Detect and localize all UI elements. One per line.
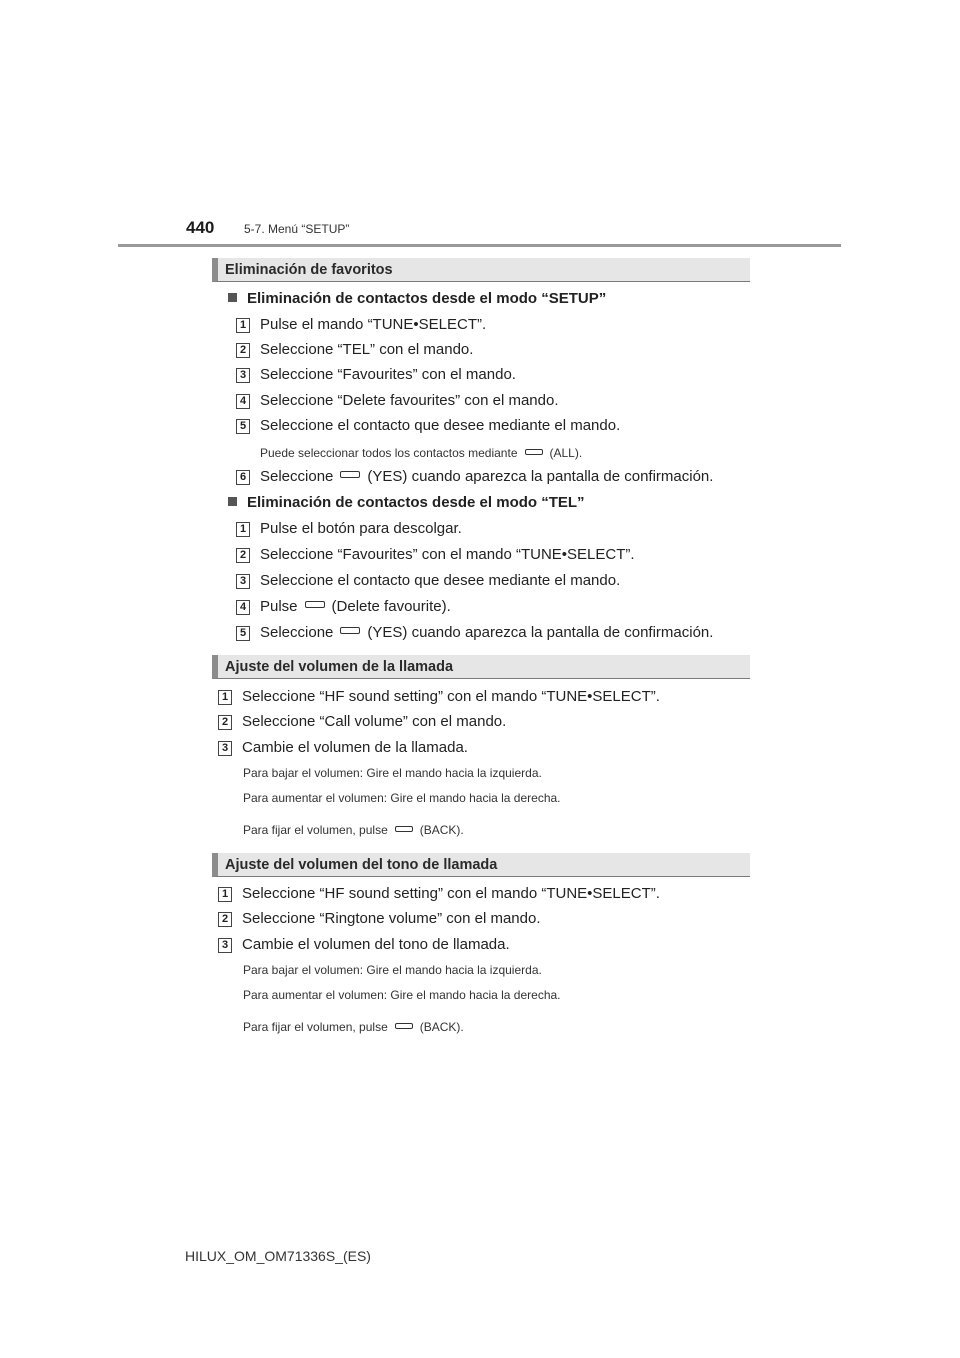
note-fix-volume bbox=[243, 1020, 464, 1034]
header-divider bbox=[118, 244, 841, 247]
step-text: Seleccione “Delete favourites” con el mando. bbox=[260, 392, 559, 409]
step-number: 4 bbox=[236, 600, 250, 615]
step-number: 1 bbox=[218, 887, 232, 902]
step-text-pre: Seleccione bbox=[260, 624, 334, 641]
document-code: HILUX_OM_OM71336S_(ES) bbox=[185, 1248, 371, 1264]
chapter-title: 5-7. Menú “SETUP” bbox=[244, 222, 350, 236]
step-number: 1 bbox=[218, 690, 232, 705]
step-number: 3 bbox=[236, 574, 250, 589]
section-header-ringtone-volume bbox=[212, 853, 750, 877]
step-number: 2 bbox=[218, 715, 232, 730]
step-text: Seleccione “Call volume” con el mando. bbox=[242, 713, 507, 730]
step-text-post: (YES) cuando aparezca la pantalla de confirmación. bbox=[367, 468, 714, 485]
softkey-button-icon bbox=[340, 627, 360, 634]
step-number: 2 bbox=[218, 912, 232, 927]
subheading-text: Eliminación de contactos desde el modo “SETUP” bbox=[247, 290, 607, 307]
step-text: Seleccione “TEL” con el mando. bbox=[260, 341, 474, 358]
section-title: Ajuste del volumen de la llamada bbox=[225, 659, 454, 675]
note-text: (ALL). bbox=[549, 446, 583, 460]
note-text: Para fijar el volumen, pulse bbox=[243, 1020, 388, 1034]
step-text bbox=[260, 624, 713, 641]
note-text: (BACK). bbox=[419, 823, 464, 837]
note-text: Para fijar el volumen, pulse bbox=[243, 823, 388, 837]
section-header-call-volume bbox=[212, 655, 750, 679]
note-text: Puede seleccionar todos los contactos mediante bbox=[260, 446, 518, 460]
square-bullet-icon bbox=[228, 497, 237, 506]
step-text: Seleccione “HF sound setting” con el mando “TUNE•SELECT”. bbox=[242, 885, 660, 902]
softkey-button-icon bbox=[525, 449, 543, 455]
softkey-button-icon bbox=[305, 601, 325, 608]
step-text: Seleccione “Favourites” con el mando “TUNE•SELECT”. bbox=[260, 546, 635, 563]
softkey-button-icon bbox=[340, 471, 360, 478]
section-title: Eliminación de favoritos bbox=[225, 262, 393, 278]
step-text: Cambie el volumen del tono de llamada. bbox=[242, 936, 510, 953]
page-number: 440 bbox=[186, 218, 215, 237]
step-number: 4 bbox=[236, 394, 250, 409]
step-number: 5 bbox=[236, 626, 250, 641]
note-text: (BACK). bbox=[419, 1020, 464, 1034]
softkey-button-icon bbox=[395, 826, 413, 832]
step-text: Seleccione el contacto que desee mediante el mando. bbox=[260, 572, 621, 589]
step-number: 5 bbox=[236, 419, 250, 434]
step-number: 1 bbox=[236, 522, 250, 537]
step-text bbox=[260, 468, 713, 485]
step-text: Cambie el volumen de la llamada. bbox=[242, 739, 468, 756]
step-text-pre: Seleccione bbox=[260, 468, 334, 485]
subheading-text: Eliminación de contactos desde el modo “TEL” bbox=[247, 494, 585, 511]
note-text: Para bajar el volumen: Gire el mando hacia la izquierda. bbox=[243, 766, 542, 780]
step-text: Seleccione “Favourites” con el mando. bbox=[260, 366, 516, 383]
step-text-post: (YES) cuando aparezca la pantalla de confirmación. bbox=[367, 624, 714, 641]
step-text: Seleccione “HF sound setting” con el mando “TUNE•SELECT”. bbox=[242, 688, 660, 705]
step-number: 3 bbox=[236, 368, 250, 383]
step-number: 2 bbox=[236, 343, 250, 358]
section-header-delete-favourites bbox=[212, 258, 750, 282]
step-number: 3 bbox=[218, 938, 232, 953]
step-text: Seleccione “Ringtone volume” con el mando. bbox=[242, 910, 541, 927]
note-select-all bbox=[260, 446, 582, 460]
note-text: Para bajar el volumen: Gire el mando hacia la izquierda. bbox=[243, 963, 542, 977]
step-text bbox=[260, 598, 451, 615]
step-number: 1 bbox=[236, 318, 250, 333]
step-text: Pulse el botón para descolgar. bbox=[260, 520, 462, 537]
step-text: Seleccione el contacto que desee mediante el mando. bbox=[260, 417, 621, 434]
step-text-pre: Pulse bbox=[260, 598, 298, 615]
step-text-post: (Delete favourite). bbox=[331, 598, 451, 615]
square-bullet-icon bbox=[228, 293, 237, 302]
softkey-button-icon bbox=[395, 1023, 413, 1029]
note-text: Para aumentar el volumen: Gire el mando hacia la derecha. bbox=[243, 988, 561, 1002]
subheading-tel-mode bbox=[228, 494, 585, 511]
step-text: Pulse el mando “TUNE•SELECT”. bbox=[260, 316, 487, 333]
subheading-setup-mode bbox=[228, 290, 606, 307]
step-number: 3 bbox=[218, 741, 232, 756]
section-title: Ajuste del volumen del tono de llamada bbox=[225, 857, 498, 873]
step-number: 6 bbox=[236, 470, 250, 485]
note-text: Para aumentar el volumen: Gire el mando hacia la derecha. bbox=[243, 791, 561, 805]
note-fix-volume bbox=[243, 823, 464, 837]
step-number: 2 bbox=[236, 548, 250, 563]
